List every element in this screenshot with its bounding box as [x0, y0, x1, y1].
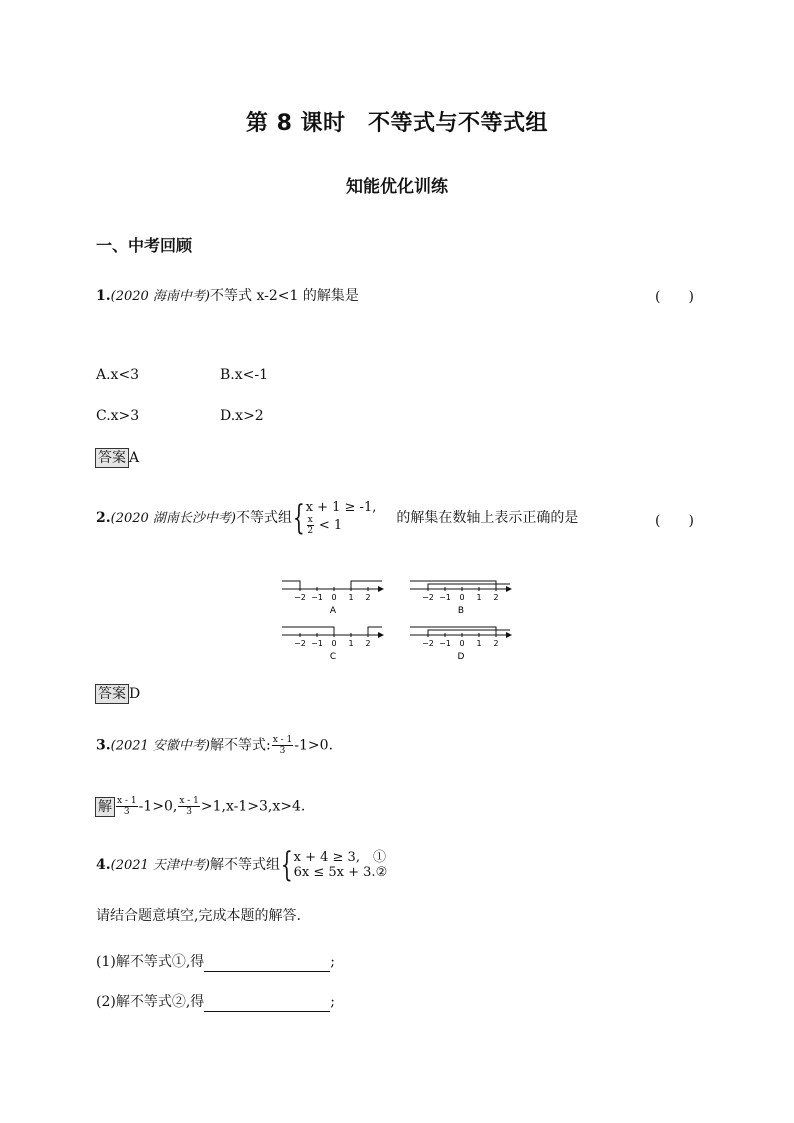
question-source: (2020 海南中考) — [110, 289, 210, 304]
question-text-before: 解不等式: — [210, 737, 271, 754]
tick-label: 0 — [459, 639, 465, 648]
tick-label: 1 — [476, 639, 482, 648]
tick-label: 1 — [348, 593, 354, 602]
system-line-1: x + 4 ≥ 3, ① — [293, 850, 386, 865]
instruction-text: 请结合题意填空,完成本题的解答. — [96, 908, 301, 924]
tick-label: 2 — [493, 593, 499, 602]
figure-b — [410, 581, 512, 616]
system-line-2: $\frac{x}{2}$ < 1 — [307, 515, 343, 536]
fill-step-1: (1)解不等式①,得 ; — [96, 954, 335, 970]
solution-3: 解 $\frac{x - 1}{3}$ -1>0, $\frac{x - 1}{3}$ >1,x-1>3,x>4. — [95, 796, 305, 817]
tick-label: 0 — [331, 639, 337, 648]
solution-tag: 解 — [95, 797, 115, 817]
solution-ray-left — [282, 627, 334, 635]
question-1 — [96, 286, 359, 307]
axis-arrow — [378, 586, 384, 592]
page-title: 第 8 课时 不等式与不等式组 — [245, 111, 549, 136]
tick-label: −1 — [311, 593, 323, 602]
axis-arrow — [378, 632, 384, 638]
question-text-before: 不等式组 — [236, 510, 292, 526]
tick-label: 2 — [365, 593, 371, 602]
answer-1 — [95, 448, 139, 468]
axis-arrow — [506, 632, 512, 638]
option-d: D.x>2 — [220, 408, 264, 424]
option-b: B.x<-1 — [220, 367, 269, 383]
tick-label: 2 — [365, 639, 371, 648]
answer-value: A — [129, 450, 140, 466]
section-heading-1: 一、中考回顾 — [96, 236, 193, 255]
fill-step-2: (2)解不等式②,得 ; — [96, 994, 335, 1010]
fraction: $\frac{x}{2}$ — [307, 515, 314, 536]
question-2 — [96, 496, 578, 541]
tick-label: 0 — [459, 593, 465, 602]
question-source: (2021 安徽中考) — [110, 738, 210, 754]
figure-label: C — [329, 652, 337, 662]
inequality-system — [306, 500, 377, 536]
solution-ray — [410, 581, 496, 589]
page-subtitle: 知能优化训练 — [346, 177, 448, 197]
solution-ray — [410, 627, 496, 635]
tick-label: −2 — [422, 593, 434, 602]
tick-label: 1 — [476, 593, 482, 602]
figure-label: D — [457, 652, 465, 662]
solution-ray — [428, 630, 510, 635]
question-source: (2020 湖南长沙中考) — [110, 511, 236, 526]
question-source: (2021 天津中考) — [110, 858, 210, 873]
system-line-2: 6x ≤ 5x + 3.② — [293, 865, 388, 880]
tick-label: −2 — [294, 593, 306, 602]
question-text-after: -1>0. — [294, 737, 334, 754]
answer-parenthesis: ( ) — [655, 289, 694, 305]
solution-ray-left — [282, 581, 300, 589]
question-number: 2. — [96, 510, 111, 526]
tick-label: −2 — [422, 639, 434, 648]
tick-label: 0 — [331, 593, 337, 602]
question-number: 1. — [96, 288, 111, 304]
answer-tag: 答案 — [95, 448, 129, 468]
option-a: A.x<3 — [96, 367, 140, 383]
tick-label: 1 — [348, 639, 354, 648]
figure-d — [410, 627, 512, 662]
system-brace: { — [292, 498, 305, 538]
system-line-1: x + 1 ≥ -1, — [305, 500, 377, 515]
answer-parenthesis: ( ) — [655, 513, 694, 529]
question-text-before: 解不等式组 — [210, 857, 280, 873]
axis-arrow — [506, 586, 512, 592]
answer-tag: 答案 — [95, 684, 129, 704]
question-text-after: 的解集在数轴上表示正确的是 — [396, 510, 579, 526]
figure-label: B — [457, 606, 465, 616]
question-number: 3. — [96, 737, 111, 754]
figure-a — [282, 581, 384, 616]
tick-label: 2 — [493, 639, 499, 648]
tick-label: −1 — [439, 639, 451, 648]
fraction: $\frac{x - 1}{3}$ — [272, 735, 293, 756]
fraction: $\frac{x - 1}{3}$ — [179, 796, 199, 817]
inequality-system — [294, 850, 388, 880]
question-3 — [96, 735, 333, 757]
question-4 — [96, 843, 387, 888]
answer-value: D — [129, 686, 141, 702]
system-brace: { — [280, 845, 293, 885]
figure-label: A — [329, 606, 337, 616]
number-line-figures — [278, 574, 518, 662]
answer-blank[interactable] — [204, 957, 330, 972]
tick-label: −1 — [439, 593, 451, 602]
question-text: 不等式 x-2<1 的解集是 — [210, 288, 359, 304]
tick-label: −1 — [311, 639, 323, 648]
figure-c — [282, 627, 384, 662]
solution-ray-right — [351, 581, 382, 589]
tick-label: −2 — [294, 639, 306, 648]
question-number: 4. — [96, 857, 111, 873]
solution-ray — [428, 584, 510, 589]
answer-blank[interactable] — [204, 997, 330, 1012]
fraction: $\frac{x - 1}{3}$ — [117, 796, 137, 817]
option-c: C.x>3 — [96, 408, 140, 424]
answer-2 — [95, 684, 140, 704]
